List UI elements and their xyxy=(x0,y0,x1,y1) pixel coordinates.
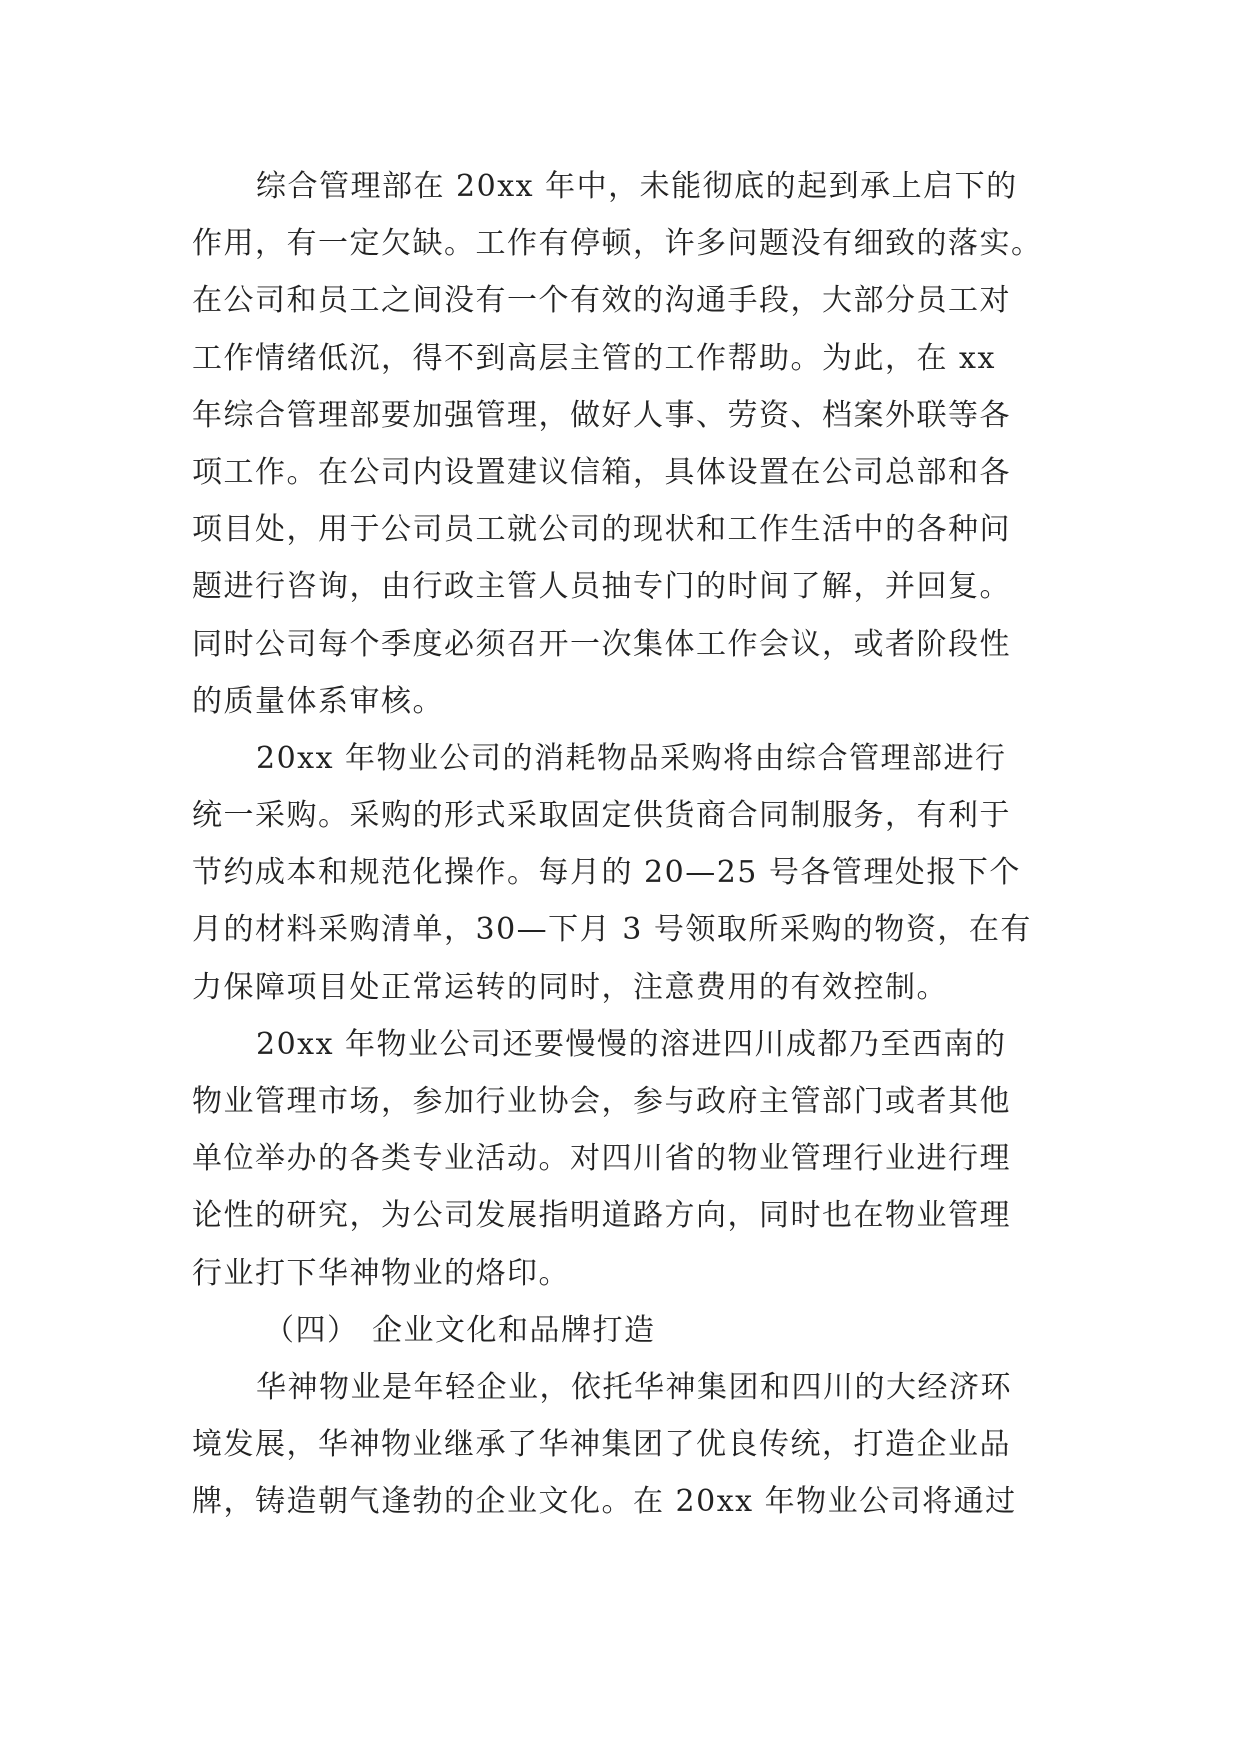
paragraph-market xyxy=(192,1016,1052,1302)
document-body xyxy=(192,158,1052,1531)
paragraph-line: 年综合管理部要加强管理，做好人事、劳资、档案外联等各 xyxy=(192,397,1011,433)
paragraph-line: 力保障项目处正常运转的同时，注意费用的有效控制。 xyxy=(192,969,948,1005)
paragraph-line: 工作情绪低沉，得不到高层主管的工作帮助。为此，在 xx xyxy=(192,340,996,376)
paragraph-line: 月的材料采购清单，30—下月 3 号领取所采购的物资，在有 xyxy=(192,912,1032,948)
paragraph-line: 论性的研究，为公司发展指明道路方向，同时也在物业管理 xyxy=(192,1198,1011,1234)
paragraph-line: 在公司和员工之间没有一个有效的沟通手段，大部分员工对 xyxy=(192,283,1011,319)
paragraph-line: 题进行咨询，由行政主管人员抽专门的时间了解，并回复。 xyxy=(192,569,1011,605)
paragraph-line: 20xx 年物业公司还要慢慢的溶进四川成都乃至西南的 xyxy=(256,1026,1007,1062)
paragraph-admin-department xyxy=(192,158,1052,730)
paragraph-line: 物业管理市场，参加行业协会，参与政府主管部门或者其他 xyxy=(192,1084,1011,1119)
paragraph-line: 同时公司每个季度必须召开一次集体工作会议，或者阶段性 xyxy=(192,626,1011,662)
paragraph-line: 牌，铸造朝气逢勃的企业文化。在 20xx 年物业公司将通过 xyxy=(192,1484,1017,1520)
paragraph-line: 作用，有一定欠缺。工作有停顿，许多问题没有细致的落实。 xyxy=(192,226,1043,262)
section-number: （四） xyxy=(264,1312,359,1348)
paragraph-line: 华神物业是年轻企业，依托华神集团和四川的大经济环 xyxy=(256,1369,1012,1405)
paragraph-culture xyxy=(192,1359,1052,1531)
paragraph-line: 行业打下华神物业的烙印。 xyxy=(192,1255,570,1291)
paragraph-line: 统一采购。采购的形式采取固定供货商合同制服务，有利于 xyxy=(192,798,1011,834)
paragraph-line: 20xx 年物业公司的消耗物品采购将由综合管理部进行 xyxy=(256,740,1007,776)
paragraph-line: 项目处，用于公司员工就公司的现状和工作生活中的各种问 xyxy=(192,512,1011,548)
section-heading xyxy=(192,1302,1052,1359)
paragraph-procurement xyxy=(192,730,1052,1016)
paragraph-line: 节约成本和规范化操作。每月的 20—25 号各管理处报下个 xyxy=(192,855,1021,891)
paragraph-line: 综合管理部在 20xx 年中，未能彻底的起到承上启下的 xyxy=(256,169,1018,204)
section-title: 企业文化和品牌打造 xyxy=(372,1312,656,1348)
paragraph-line: 项工作。在公司内设置建议信箱，具体设置在公司总部和各 xyxy=(192,454,1011,490)
paragraph-line: 单位举办的各类专业活动。对四川省的物业管理行业进行理 xyxy=(192,1141,1011,1177)
paragraph-line: 境发展，华神物业继承了华神集团了优良传统，打造企业品 xyxy=(192,1427,1011,1463)
paragraph-line: 的质量体系审核。 xyxy=(192,683,444,719)
